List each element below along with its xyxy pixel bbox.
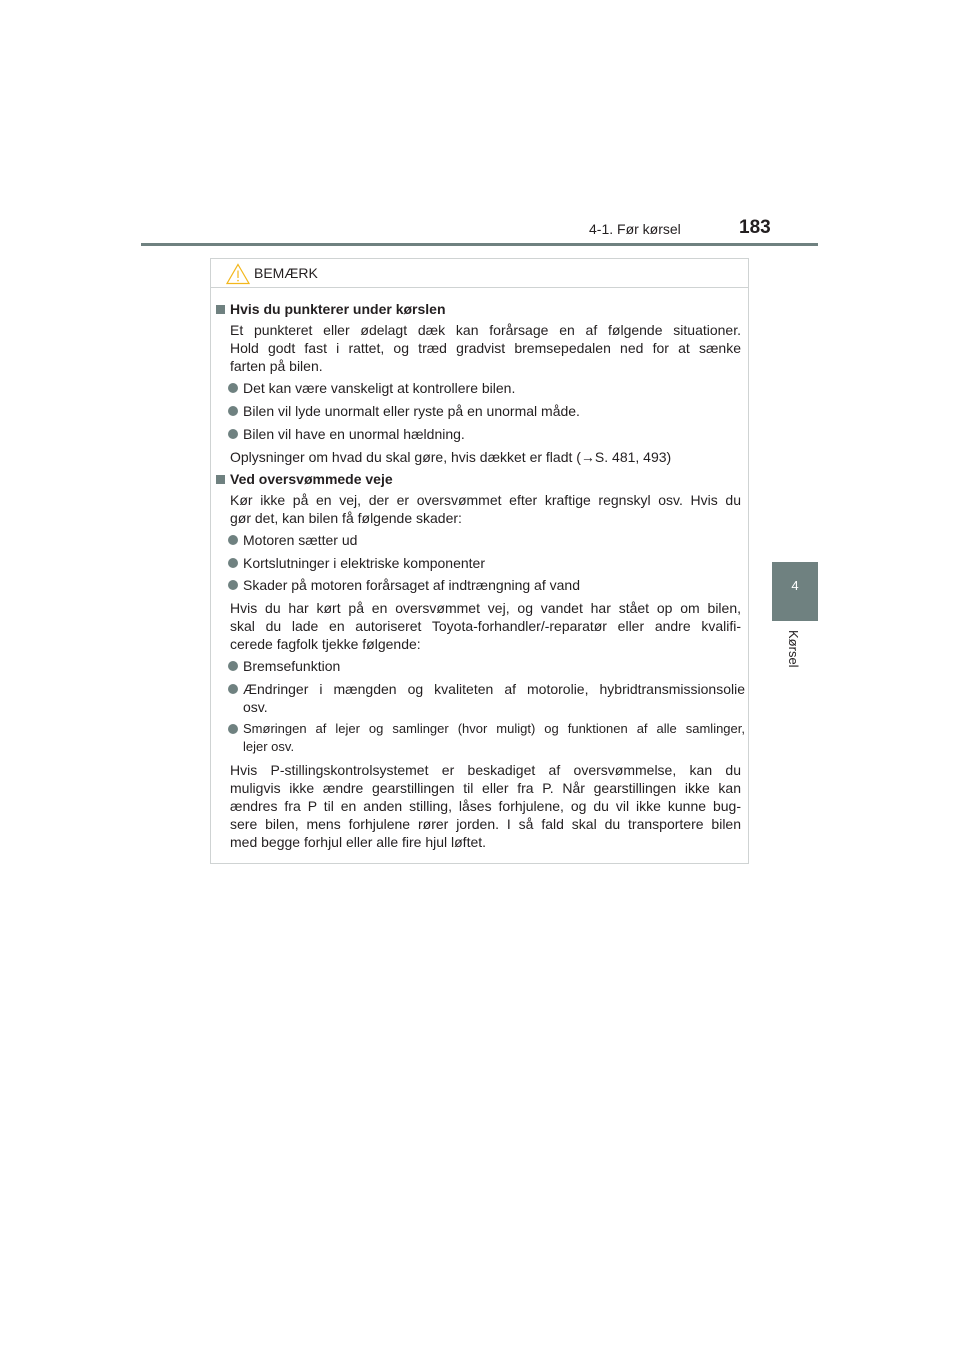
notice-box: BEMÆRK Hvis du punkterer under kørslen Et punkteret eller ødelagt dæk kan forårsage en af følgende situationer. Hold godt fast i rattet, og træd gradvist bremsepedalen ned for at sænke farten på bilen. Det kan være vanskeligt at kontrollere bilen. Bilen vil lyde unormalt eller ryste på en unormal måde. Bilen vil have en unormal hældning. Oplysninger om hvad du skal gøre, hvis dækket er fladt (→S. 481, 493) Ved oversvømmede veje Kør ikke på en vej, der er oversvømmet efter kraftige regnskyl osv. Hvis du gør det, kan bilen få følgende skader: Motoren sætter ud Kortslutninger i elektriske komponenter Skader på motoren forårsaget af indtrængning af vand Hvis du har kørt på en oversvømmet vej, og vandet har stået op om bilen, skal du lade en autoriseret Toyota-forhandler/-reparatør eller andre kvalifi- cerede fagfolk tjekke følgende: Bremsefunktion Ændringer i mængden og kvaliteten af motorolie, hybridtransmissionsolie osv. Smøringen af lejer og samlinger (hvor muligt) og funktionen af alle samlinger, lejer osv. Hvis P-stillingskontrolsystemet er beskadiget af oversvømmelse, kan du muligvis ikke ændre gearstillingen til eller fra P. Når gearstillingen ikke kan ændres fra P til en anden stilling, låses forhjulene, og du vil ikke kunne bug- sere bilen, mens forhjulene rører jorden. I så fald skal du transportere bilen med begge forhjul eller alle fire hjul løftet. [210, 258, 749, 864]
paragraph: Hvis P-stillingskontrolsystemet er beskadiget af oversvømmelse, kan du muligvis ikke ændre gearstillingen til eller fra P. Når gearstillingen ikke kan ændres fra P til en anden stilling, låses forhjulene, og du vil ikke kunne bug- sere bilen, mens forhjulene rører jorden. I så fald skal du transportere bilen med begge forhjul eller alle fire hjul løftet. [230, 762, 741, 850]
round-bullet-icon [228, 661, 238, 671]
paragraph: Et punkteret eller ødelagt dæk kan forårsage en af følgende situationer. Hold godt fast i rattet, og træd gradvist bremsepedalen ned for at sænke farten på bilen. [230, 322, 741, 374]
warning-triangle-icon [226, 263, 250, 285]
paragraph: Kør ikke på en vej, der er oversvømmet efter kraftige regnskyl osv. Hvis du gør det, kan bilen få følgende skader: [230, 492, 741, 526]
round-bullet-icon [228, 724, 238, 734]
paragraph: Hvis du har kørt på en oversvømmet vej, og vandet har stået op om bilen, skal du lade en autoriseret Toyota-forhandler/-reparatør eller andre kvalifi- cerede fagfolk tjekke følgende: [230, 600, 741, 652]
round-bullet-icon [228, 429, 238, 439]
round-bullet-icon [228, 580, 238, 590]
section-heading-flooded-roads: Ved oversvømmede veje [216, 470, 393, 488]
header-divider [141, 243, 818, 246]
square-bullet-icon [216, 305, 225, 314]
notice-header [211, 259, 748, 288]
chapter-label [783, 630, 805, 690]
round-bullet-icon [228, 406, 238, 416]
chapter-number: 4 [791, 578, 799, 593]
round-bullet-icon [228, 684, 238, 694]
paragraph: Oplysninger om hvad du skal gøre, hvis dækket er fladt (→S. 481, 493) [230, 449, 672, 465]
notice-title: BEMÆRK [254, 265, 318, 281]
round-bullet-icon [228, 558, 238, 568]
header-section-title: 4-1. Før kørsel [589, 221, 681, 237]
chapter-tab [772, 562, 818, 621]
square-bullet-icon [216, 475, 225, 484]
round-bullet-icon [228, 383, 238, 393]
chapter-label-text: Kørsel [786, 630, 801, 668]
round-bullet-icon [228, 535, 238, 545]
page-number: 183 [739, 217, 771, 238]
section-heading-puncture: Hvis du punkterer under kørslen [216, 300, 446, 318]
